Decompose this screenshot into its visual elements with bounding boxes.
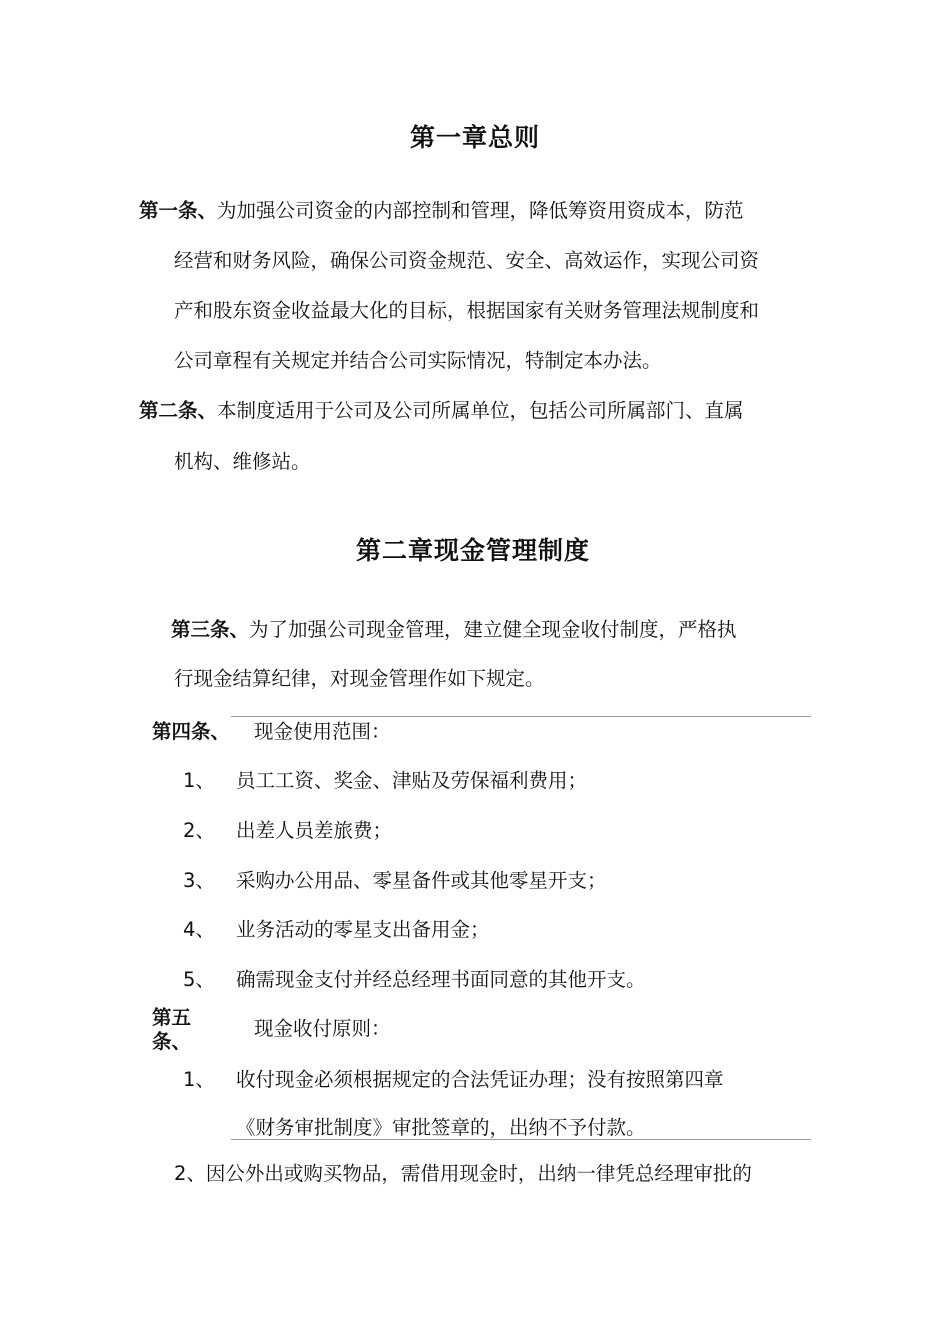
- article-5-item-2-line-1: 2、因公外出或购买物品，需借用现金时，出纳一律凭总经理审批的: [174, 1162, 752, 1185]
- article-3-label: 第三条、: [171, 618, 250, 641]
- list-item-text: 业务活动的零星支出备用金；: [236, 918, 490, 941]
- article-4-heading: 现金使用范围：: [254, 720, 391, 743]
- list-item-number: 5、: [183, 968, 215, 991]
- list-item-text: 确需现金支付并经总经理书面同意的其他开支。: [236, 968, 646, 991]
- list-item-text-line-2: 《财务审批制度》审批签章的，出纳不予付款。: [236, 1116, 646, 1139]
- table-rule-top: [231, 716, 811, 717]
- list-item-text: 采购办公用品、零星备件或其他零星开支；: [236, 869, 607, 892]
- article-1-line-4: 公司章程有关规定并结合公司实际情况，特制定本办法。: [174, 349, 662, 372]
- article-5-heading: 现金收付原则：: [254, 1017, 391, 1040]
- article-3-line-2: 行现金结算纪律，对现金管理作如下规定。: [174, 667, 545, 690]
- article-3-text: 为了加强公司现金管理，建立健全现金收付制度，严格执: [249, 618, 737, 641]
- article-4-label: 第四条、: [152, 720, 231, 743]
- list-item-text: 出差人员差旅费；: [236, 819, 393, 842]
- list-item-number: 1、: [183, 1068, 215, 1091]
- article-3-line-1: [171, 618, 737, 642]
- chapter-1-title: 第一章总则: [410, 123, 541, 152]
- article-5-label-line-1: 第五: [152, 1006, 192, 1029]
- list-item-number: 3、: [183, 869, 215, 892]
- article-1-line-1: [139, 199, 744, 223]
- article-2-line-2: 机构、维修站。: [174, 450, 311, 473]
- list-item-text-line-1: 收付现金必须根据规定的合法凭证办理；没有按照第四章: [236, 1068, 724, 1091]
- article-5-label-line-2: 条、: [152, 1030, 192, 1053]
- chapter-2-title: 第二章现金管理制度: [356, 536, 591, 565]
- article-2-line-1: [139, 399, 744, 423]
- article-1-text: 为加强公司资金的内部控制和管理，降低筹资用资成本，防范: [217, 199, 744, 222]
- list-item-number: 4、: [183, 918, 215, 941]
- list-item-text: 员工工资、奖金、津贴及劳保福利费用；: [236, 769, 588, 792]
- list-item-number: 2、: [183, 819, 215, 842]
- article-1-line-2: 经营和财务风险，确保公司资金规范、安全、高效运作，实现公司资: [174, 249, 760, 272]
- list-item-number: 1、: [183, 769, 215, 792]
- article-1-line-3: 产和股东资金收益最大化的目标，根据国家有关财务管理法规制度和: [174, 299, 760, 322]
- article-2-text: 本制度适用于公司及公司所属单位，包括公司所属部门、直属: [217, 399, 744, 422]
- table-rule-bottom: [231, 1139, 811, 1140]
- article-2-label: 第二条、: [139, 399, 218, 422]
- article-1-label: 第一条、: [139, 199, 218, 222]
